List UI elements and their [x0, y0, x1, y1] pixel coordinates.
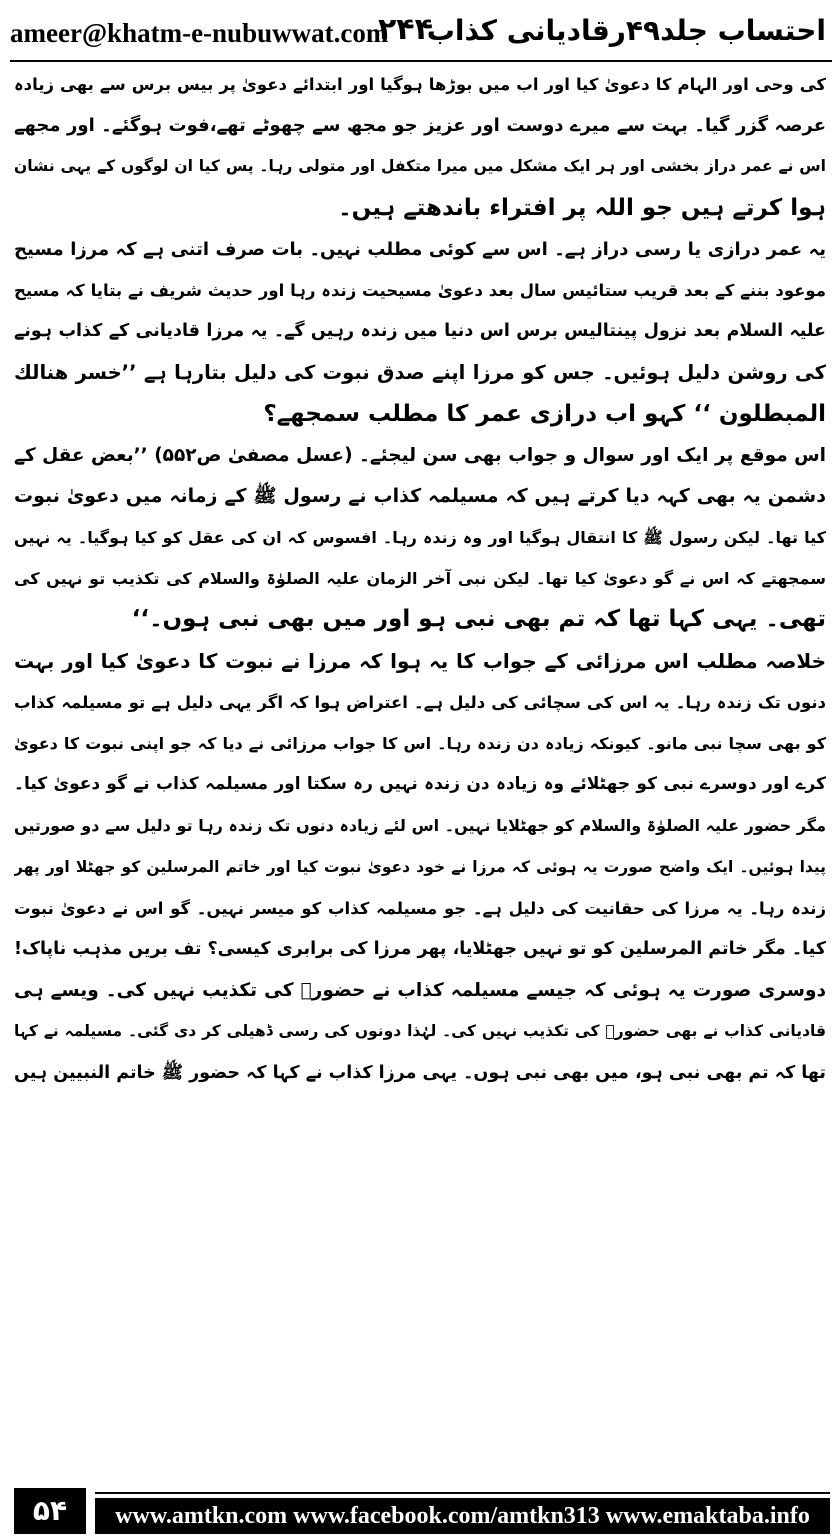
text-line: دنوں تک زندہ رہا۔ یہ اس کی سچائی کی دلیل ہے۔ اعتراض ہوا کہ اگر یہی دلیل ہے تو مسیلمہ کذاب: [14, 692, 826, 712]
text-line: قادیانی کذاب نے بھی حضورؐ کی تکذیب نہیں کی۔ لہٰذا دونوں کی رسی ڈھیلی کر دی گئی۔ مسیلمہ نے کہا: [14, 1022, 826, 1041]
text-line: تھا کہ تم بھی نبی ہو، میں بھی نبی ہوں۔ یہی مرزا کذاب نے کہا کہ حضور ﷺ خاتم النبیین ہیں: [14, 1062, 826, 1083]
text-line: دوسری صورت یہ ہوئی کہ جیسے مسیلمہ کذاب نے حضورؐ کی تکذیب نہیں کی۔ ویسے ہی: [14, 980, 826, 1002]
text-line: کو بھی سچا نبی مانو۔ کیونکہ زیادہ دن زندہ رہا۔ اس کا جواب مرزائی نے دیا کہ جو اپنی نبوت کا دعویٰ: [14, 734, 826, 753]
footer-divider: [95, 1492, 830, 1494]
page-header: [0, 0, 840, 62]
text-line: کی وحی اور الہام کا دعویٰ کیا اور اب میں بوڑھا ہوگیا اور ابتدائے دعویٰ پر بیس برس سے بھی زیادہ: [14, 75, 826, 94]
text-line: عرصہ گزر گیا۔ بہت سے میرے دوست اور عزیز جو مجھ سے چھوٹے تھے،فوت ہوگئے۔ اور مجھے: [14, 115, 826, 137]
text-line: زندہ رہا۔ یہ مرزا کی حقانیت کی دلیل ہے۔ جو مسیلمہ کذاب کو میسر نہیں۔ گو اس نے دعویٰ نبوت: [14, 898, 826, 918]
text-line: اس نے عمر دراز بخشی اور ہر ایک مشکل میں میرا متکفل اور متولی رہا۔ پس کیا ان لوگوں کے یہی نشان: [14, 157, 826, 176]
text-line: دشمن یہ بھی کہہ دیا کرتے ہیں کہ مسیلمہ کذاب نے رسول ﷺ کے زمانہ میں دعویٰ نبوت: [14, 484, 826, 507]
text-line: اس موقع پر ایک اور سوال و جواب بھی سن لیجئے۔ (عسل مصفیٰ ص۵۵۲) ’’بعض عقل کے: [14, 444, 826, 466]
text-line: پیدا ہوئیں۔ ایک واضح صورت یہ ہوئی کہ مرزا نے خود دعویٰ نبوت کیا اور خاتم المرسلین کو جھٹلا اور پھر: [14, 857, 826, 876]
text-line: کیا۔ مگر خاتم المرسلین کو تو نہیں جھٹلایا، پھر مرزا کی برابری کیسی؟ تف بریں مذہب ناپاک!: [14, 938, 826, 959]
footer-links: www.amtkn.com www.facebook.com/amtkn313 www.emaktaba.info: [115, 1503, 810, 1529]
text-line: یہ عمر درازی یا رسی دراز ہے۔ اس سے کوئی مطلب نہیں۔ بات صرف اتنی ہے کہ مرزا مسیح: [14, 238, 826, 260]
header-title: احتساب جلد۴۹رقادیانی کذاب: [426, 14, 826, 47]
text-line: مگر حضور علیہ الصلوٰۃ والسلام کو جھٹلایا نہیں۔ اس لئے زیادہ دنوں تک زندہ رہا تو دلیل سے دو صورتیں: [14, 816, 826, 836]
header-email: ameer@khatm-e-nubuwwat.com: [10, 18, 389, 48]
text-line: علیہ السلام بعد نزول پینتالیس برس اس دنیا میں زندہ رہیں گے۔ یہ مرزا قادیانی کے کذاب ہونے: [14, 321, 826, 342]
text-line: سمجھتے کہ اس نے گو دعویٰ کیا تھا۔ لیکن نبی آخر الزمان علیہ الصلوٰۃ والسلام کی تکذیب تو نہیں کی: [14, 569, 826, 589]
text-line: کی روشن دلیل ہوئیں۔ جس کو مرزا اپنے صدق نبوت کی دلیل بتارہا ہے ’’خسر ھنالك: [14, 361, 826, 385]
header-page-number: ۲۴۴: [378, 12, 433, 47]
text-line: کیا تھا۔ لیکن رسول ﷺ کا انتقال ہوگیا اور وہ زندہ رہا۔ افسوس کہ ان کی عقل کو کیا ہوگیا۔ یہ نہیں: [14, 528, 826, 548]
footer-page-number: ۵۴: [14, 1488, 86, 1534]
text-line: کرے اور دوسرے نبی کو جھٹلائے وہ زیادہ دن زندہ نہیں رہ سکتا اور مسیلمہ کذاب نے گو دعویٰ کیا۔: [14, 774, 826, 795]
text-line: خلاصہ مطلب اس مرزائی کے جواب کا یہ ہوا کہ مرزا نے نبوت کا دعویٰ کیا اور بہت: [14, 648, 826, 673]
header-divider: [10, 60, 832, 62]
page-footer: [0, 1480, 840, 1540]
text-line: ہوا کرتے ہیں جو اللہ پر افتراء باندھتے ہیں۔: [338, 194, 826, 221]
body-text: [14, 64, 826, 1466]
text-line: موعود بننے کے بعد قریب ستائیس سال بعد دعویٰ مسیحیت زندہ رہا اور حدیث شریف نے بتایا کہ مسیح: [14, 280, 826, 300]
text-line: المبطلون ‘‘ کہو اب درازی عمر کا مطلب سمجھے؟: [263, 400, 826, 427]
text-line: تھی۔ یہی کہا تھا کہ تم بھی نبی ہو اور میں بھی نبی ہوں۔‘‘: [131, 606, 826, 633]
